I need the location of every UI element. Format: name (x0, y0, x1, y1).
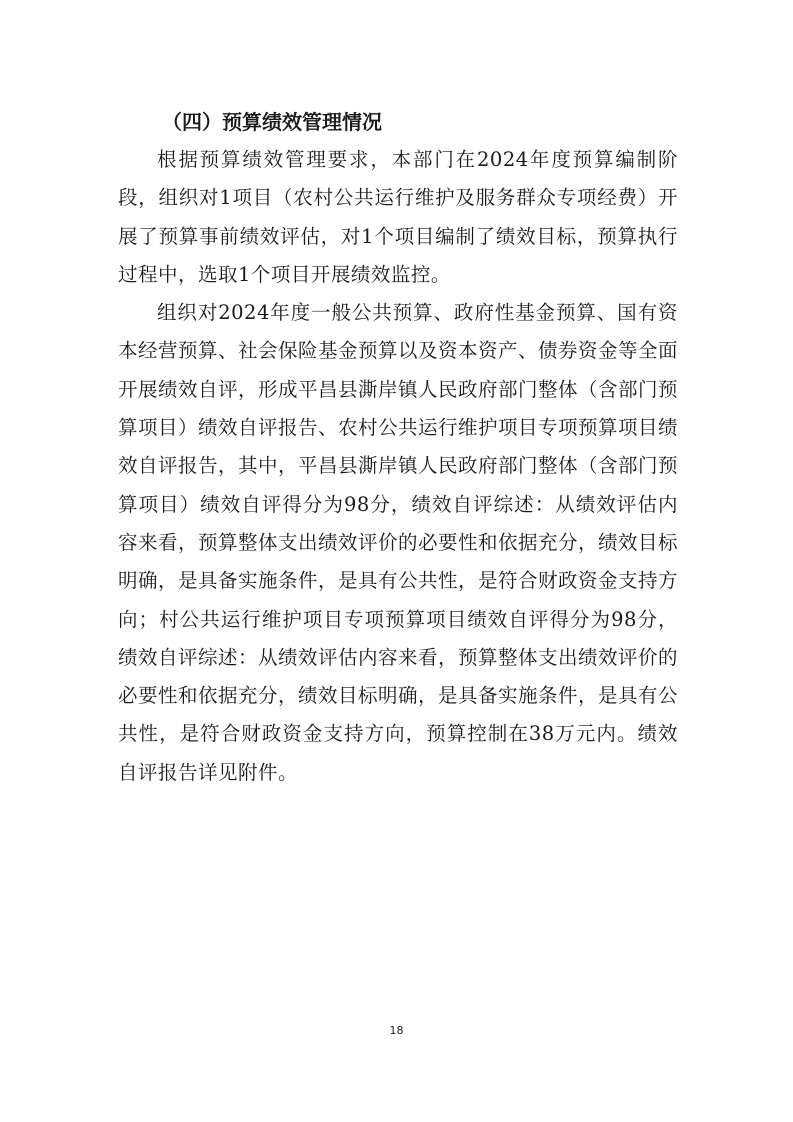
paragraph-budget-evaluation: 根据预算绩效管理要求，本部门在2024年度预算编制阶段，组织对1项目（农村公共运行维护及服务群众专项经费）开展了预算事前绩效评估，对1个项目编制了绩效目标，预算执行过程中，选取1个项目开展绩效监控。 (118, 148, 678, 286)
page-number: 18 (389, 1024, 404, 1037)
paragraph-self-evaluation: 组织对2024年度一般公共预算、政府性基金预算、国有资本经营预算、社会保险基金预算以及资本资产、债券资金等全面开展绩效自评，形成平昌县澌岸镇人民政府部门整体（含部门预算项目）绩效自评报告、农村公共运行维护项目专项预算项目绩效自评报告，其中，平昌县澌岸镇人民政府部门整体（含部门预算项目）绩效自评得分为98分，绩效自评综述：从绩效评估内容来看，预算整体支出绩效评价的必要性和依据充分，绩效目标明确，是具备实施条件，是具有公共性，是符合财政资金支持方向；村公共运行维护项目专项预算项目绩效自评得分为98分，绩效自评综述：从绩效评估内容来看，预算整体支出绩效评价的必要性和依据充分，绩效目标明确，是具备实施条件，是具有公共性，是符合财政资金支持方向，预算控制在38万元内。绩效自评报告详见附件。 (118, 301, 679, 784)
document-body (118, 103, 678, 792)
section-heading: （四）预算绩效管理情况 (162, 110, 382, 134)
